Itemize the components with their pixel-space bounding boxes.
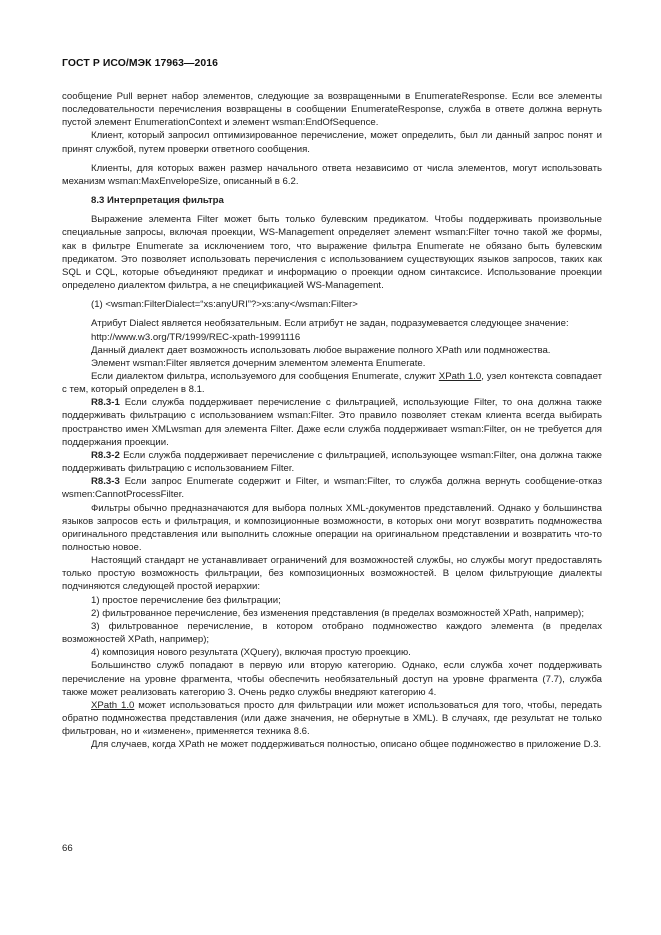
document-body — [62, 90, 602, 752]
paragraph-service-categories: Большинство служб попадают в первую или вторую категорию. Однако, если служба хочет поддерживать перечисление на уровне фрагмента, чтобы обеспечить необязательный доступ на уровне фрагмента (7.7), служба также может реализовать категорию 3. Очень редко службы внедряют категорию 4. — [62, 660, 602, 698]
list-item: 3) фильтрованное перечисление, в котором отобрано подмножество каждого элемента (в пределах возможностей XPath, например); — [62, 620, 602, 646]
text-fragment: может использоваться просто для фильтрации или может использоваться для того, чтобы, передать обратно подмножества представления (или даже значения, не обернутые в XML). В случаях, где результат не только фильтрован, но и «изменен», применяется техника 8.6. — [62, 699, 603, 738]
rule-r8-3-3 — [62, 475, 602, 501]
rule-r8-3-1 — [62, 396, 602, 449]
rule-label: R8.3-2 — [91, 449, 120, 461]
paragraph-envelope-size: Клиенты, для которых важен размер начального ответа независимо от числа элементов, могут использовать механизм wsman:MaxEnvelopeSize, описанный в 6.2. — [62, 162, 602, 187]
list-item: 2) фильтрованное перечисление, без изменения представления (в пределах возможностей XPath, например); — [91, 607, 584, 619]
paragraph-context-node — [62, 370, 602, 396]
rule-r8-3-2 — [62, 449, 602, 475]
paragraph-xpath-usage — [62, 699, 602, 738]
text-fragment: Если диалектом фильтра, используемого для сообщения Enumerate, служит — [91, 370, 439, 382]
section-heading-8-3: 8.3 Интерпретация фильтра — [91, 195, 224, 207]
xpath-url: http://www.w3.org/TR/1999/REC-xpath-19991116 — [91, 331, 301, 343]
document-header: ГОСТ Р ИСО/МЭК 17963—2016 — [62, 58, 218, 69]
paragraph-filters-purpose: Фильтры обычно предназначаются для выбора полных XML-документов представлений. Однако у большинства языков запросов есть и фильтрация, и композиционные возможности, в которых они могут возвратить подмножества оригинального представления или выполнить сложные операции на оригинальном представлении и возвратить что-то полностью новое. — [62, 502, 602, 553]
xpath-link[interactable]: XPath 1.0 — [438, 370, 482, 382]
paragraph-xpath-subset: Для случаев, когда XPath не может поддерживаться полностью, описано общее подмножество в приложение D.3. — [91, 739, 602, 751]
paragraph-filter-expression: Выражение элемента Filter может быть только булевским предикатом. Чтобы поддерживать произвольные специальные запросы, включая проекции, WS-Management определяет элемент wsman:Filter точно такой же формы, как в фильтре Enumerate за исключением того, что выражение фильтра Enumerate не обязано быть булевским предикатом. Это позволяет использовать перечисления с использованием существующих языков запросов, таких как SQL и CQL, которые объединяют предикат и информацию о проекции одном синтаксисе. Использование проекции определено диалектом фильтра, а не спецификацией WS-Management. — [62, 214, 602, 292]
paragraph-optimized-client: Клиент, который запросил оптимизированное перечисление, может определить, был ли данный запрос понят и принят службой, путем проверки ответного сообщения. — [62, 130, 602, 155]
text-fragment: , узел контекста совпадает с тем, который определен в 8.1. — [62, 370, 602, 396]
rule-label: R8.3-3 — [91, 476, 120, 488]
rule-text: Если служба поддерживает перечисление с фильтрацией, использующие Filter, то она должна также поддерживать фильтрацию с использованием wsman:Filter. Это правило позволяет стекам клиента всегда выбирать пространство имен XMLwsman для элемента Filter. Даже если служба поддерживает wsman:Filter, он не требуется для поддержания проекции. — [62, 397, 602, 448]
list-item: 4) композиция нового результата (XQuery), включая простую проекцию. — [91, 647, 411, 659]
paragraph-dialect-attribute: Атрибут Dialect является необязательным. Если атрибут не задан, подразумевается следующее значение: — [91, 318, 569, 330]
xpath-link[interactable]: XPath 1.0 — [91, 699, 135, 711]
rule-text: Если служба поддерживает перечисление с фильтрацией, использующее wsman:Filter, она должна также поддерживать фильтрацию с использованием Filter. — [62, 449, 602, 475]
paragraph-dialect-xpath: Данный диалект дает возможность использовать любое выражение полного XPath или подмножества. — [91, 344, 551, 356]
page-number: 66 — [62, 843, 73, 854]
paragraph-standard-limits: Настоящий стандарт не устанавливает ограничений для возможностей службы, но службы могут предоставлять только простую возможность фильтрации, без композиционных возможностей. В целом фильтрующие диалекты подчиняются следующей простой иерархии: — [62, 555, 602, 593]
paragraph-pull-response: сообщение Pull вернет набор элементов, следующие за возвращенными в EnumerateResponse. Если все элементы последовательности перечисления возвращены в сообщении EnumerateResponse, служба в ответе должна вернуть пустой элемент EnumerationContext и элемент wsman:EndOfSequence. — [62, 91, 602, 129]
list-item: 1) простое перечисление без фильтрации; — [91, 594, 281, 606]
rule-label: R8.3-1 — [91, 397, 120, 409]
paragraph-filter-child: Элемент wsman:Filter является дочерним элементом элемента Enumerate. — [91, 357, 426, 369]
code-filter-syntax: (1) <wsman:FilterDialect=“xs:anyURI”?>xs:any</wsman:Filter> — [91, 299, 358, 311]
rule-text: Если запрос Enumerate содержит и Filter, и wsman:Filter, то служба должна вернуть сообщение-отказ wsmen:CannotProcessFilter. — [62, 476, 602, 501]
